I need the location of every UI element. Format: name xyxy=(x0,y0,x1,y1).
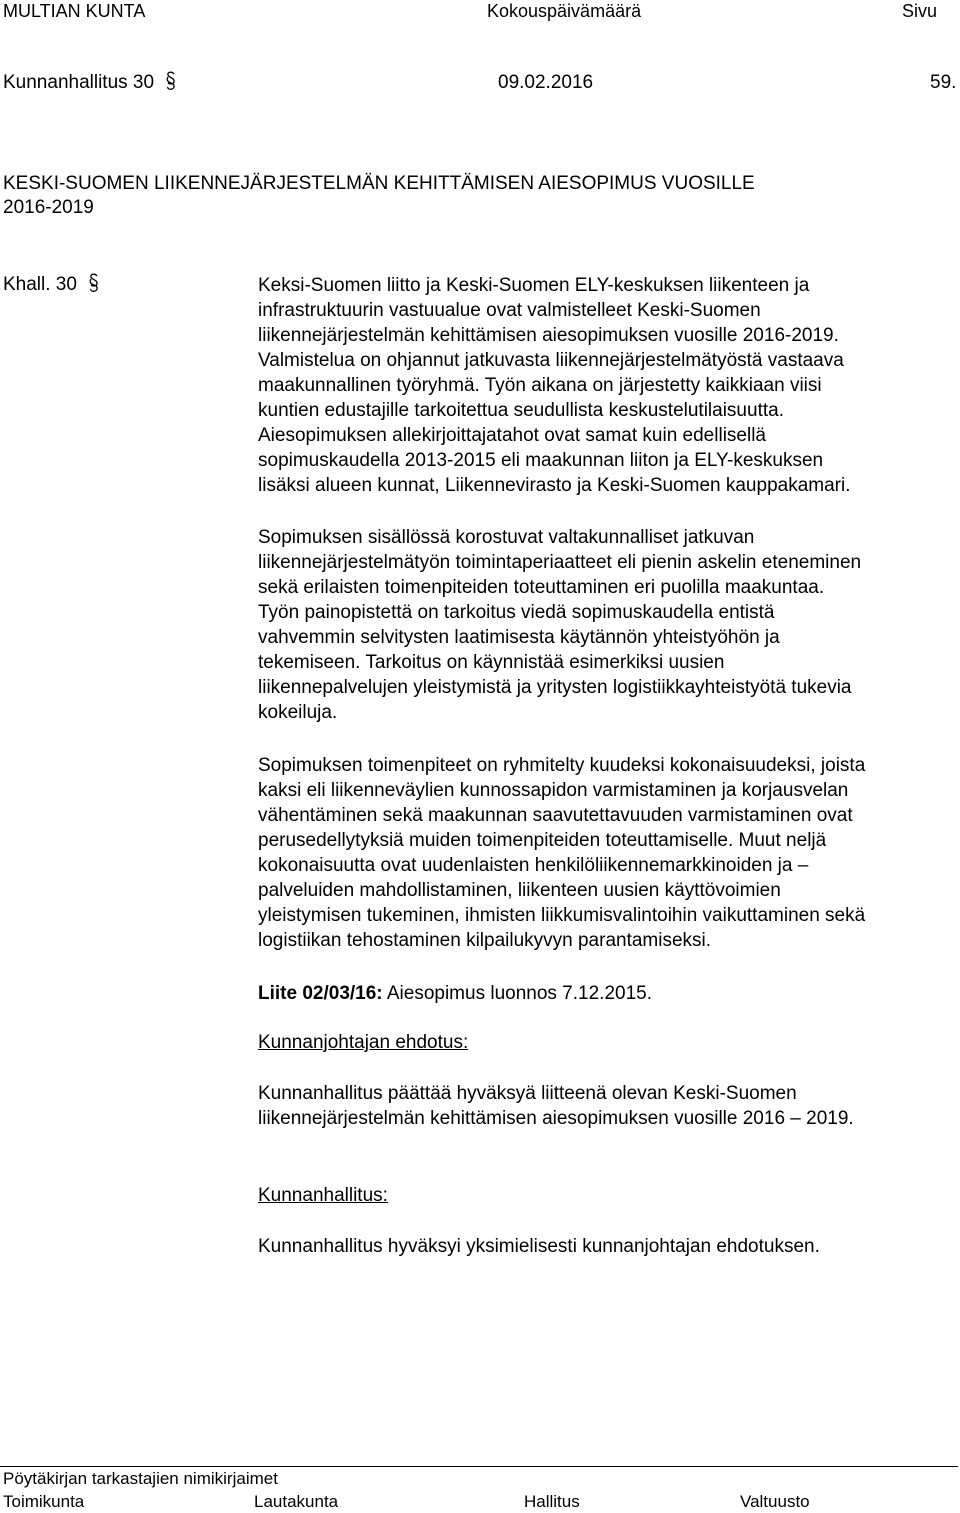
meeting-date: 09.02.2016 xyxy=(498,72,594,93)
proposal-text xyxy=(258,1081,960,1131)
org-name: MULTIAN KUNTA xyxy=(3,1,146,21)
paragraph-line: kaksi eli liikenneväylien kunnossapidon varmistaminen ja korjausvelan xyxy=(258,780,849,801)
paragraph-line: Keksi-Suomen liitto ja Keski-Suomen ELY-keskuksen liikenteen ja xyxy=(258,275,810,296)
paragraph-line: lisäksi alueen kunnat, Liikennevirasto ja Keski-Suomen kauppakamari. xyxy=(258,475,851,496)
meeting-date-label: Kokouspäivämäärä xyxy=(487,1,642,21)
paragraph-line: liikennepalvelujen yleistymistä ja yritysten logistiikkayhteistyötä tukevia xyxy=(258,677,852,698)
paragraph-line: kokeiluja. xyxy=(258,702,338,723)
paragraph-line: vähentäminen sekä maakunnan saavutettavuuden varmistaminen ovat xyxy=(258,805,853,826)
footer-col-toimikunta: Toimikunta xyxy=(3,1492,85,1511)
paragraph-line: Sopimuksen toimenpiteet on ryhmitelty kuudeksi kokonaisuudeksi, joista xyxy=(258,755,866,776)
paragraph-line: liikennejärjestelmän kehittämisen aiesopimuksen vuosille 2016-2019. xyxy=(258,325,839,346)
paragraph-line: yleistymisen tukeminen, ihmisten liikkumisvalintoihin vaikuttaminen sekä xyxy=(258,905,866,926)
signature-label: Pöytäkirjan tarkastajien nimikirjaimet xyxy=(3,1469,278,1488)
paragraph-line: Aiesopimuksen allekirjoittajatahot ovat samat kuin edellisellä xyxy=(258,425,766,446)
section-icon xyxy=(165,71,177,89)
footer-col-lautakunta: Lautakunta xyxy=(254,1492,339,1511)
footer-col-hallitus: Hallitus xyxy=(524,1492,580,1511)
footer-col-valtuusto: Valtuusto xyxy=(740,1492,810,1511)
attachment-text: Aiesopimus luonnos 7.12.2015. xyxy=(386,983,652,1004)
page-label: Sivu xyxy=(902,1,938,21)
document-title-line2: 2016-2019 xyxy=(3,197,94,218)
paragraph-line: perusedellytyksiä muiden toimenpiteiden toteuttamiselle. Muut neljä xyxy=(258,830,827,851)
paragraph-line: infrastruktuurin vastuualue ovat valmistelleet Keski-Suomen xyxy=(258,300,761,321)
attachment-line xyxy=(258,981,652,1006)
footer-divider xyxy=(0,1466,958,1467)
paragraph-line: tekemiseen. Tarkoitus on käynnistää esimerkiksi uusien xyxy=(258,652,725,673)
paragraph-line: liikennejärjestelmätyön toimintaperiaatteet eli pienin askelin eteneminen xyxy=(258,552,862,573)
proposal-line: liikennejärjestelmän kehittämisen aiesopimuksen vuosille 2016 – 2019. xyxy=(258,1108,854,1129)
paragraph-line: Työn painopistettä on tarkoitus viedä sopimuskaudella entistä xyxy=(258,602,775,623)
paragraph-line: Sopimuksen sisällössä korostuvat valtakunnalliset jatkuvan xyxy=(258,527,755,548)
section-icon xyxy=(88,273,100,291)
meeting-body xyxy=(3,71,177,95)
paragraph-line: logistiikan tehostaminen kilpailukyvyn parantamiseksi. xyxy=(258,930,712,951)
item-reference xyxy=(3,273,100,297)
paragraph-line: Valmistelua on ohjannut jatkuvasta liikennejärjestelmätyöstä vastaava xyxy=(258,350,844,371)
document-title-line1: KESKI-SUOMEN LIIKENNEJÄRJESTELMÄN KEHITTÄMISEN AIESOPIMUS VUOSILLE xyxy=(3,173,755,194)
paragraph-1 xyxy=(258,273,960,498)
decision-heading: Kunnanhallitus: xyxy=(258,1185,388,1206)
attachment-label: Liite 02/03/16: xyxy=(258,983,383,1004)
meeting-body-text: Kunnanhallitus 30 xyxy=(3,72,155,93)
paragraph-line: palveluiden mahdollistaminen, liikenteen uusien käyttövoimien xyxy=(258,880,781,901)
paragraph-line: sopimuskaudella 2013-2015 eli maakunnan liiton ja ELY-keskuksen xyxy=(258,450,824,471)
paragraph-line: maakunnallinen työryhmä. Työn aikana on järjestetty kaikkiaan viisi xyxy=(258,375,822,396)
paragraph-3 xyxy=(258,753,960,953)
paragraph-line: kokonaisuutta ovat uudenlaisten henkilöliikennemarkkinoiden ja – xyxy=(258,855,809,876)
proposal-heading: Kunnanjohtajan ehdotus: xyxy=(258,1032,469,1053)
proposal-line: Kunnanhallitus päättää hyväksyä liitteenä olevan Keski-Suomen xyxy=(258,1083,797,1104)
paragraph-line: kuntien edustajille tarkoitettua seudullista keskustelutilaisuutta. xyxy=(258,400,784,421)
paragraph-2 xyxy=(258,525,960,725)
paragraph-line: vahvemmin selvitysten laatimisesta käytännön yhteistyöhön ja xyxy=(258,627,780,648)
page-number: 59. xyxy=(930,72,957,93)
item-reference-text: Khall. 30 xyxy=(3,274,77,295)
decision-text: Kunnanhallitus hyväksyi yksimielisesti kunnanjohtajan ehdotuksen. xyxy=(258,1236,820,1257)
paragraph-line: sekä erilaisten toimenpiteiden toteuttaminen eri puolilla maakuntaa. xyxy=(258,577,825,598)
